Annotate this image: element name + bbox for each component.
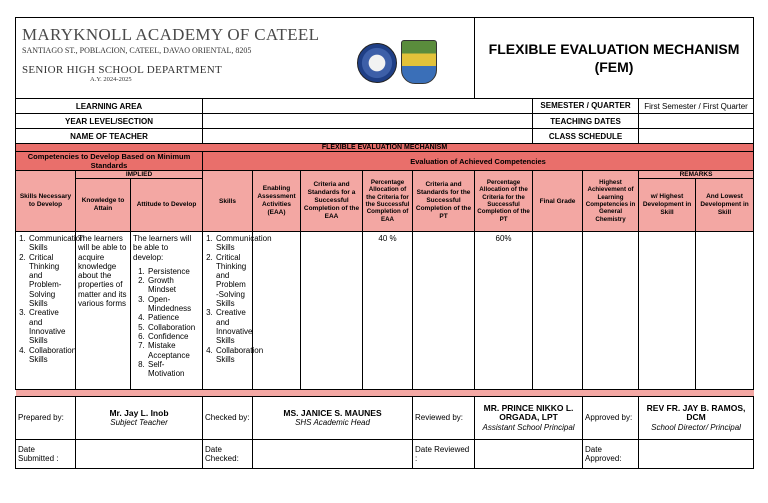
remarks-header: REMARKS	[639, 171, 754, 179]
list-item: 4. Patience	[147, 313, 200, 322]
list-item: 1. Persistence	[147, 267, 200, 276]
list-item: 2. Critical Thinking and Problem-Solving Skills	[28, 253, 73, 309]
final-grade-cell[interactable]	[533, 232, 583, 390]
col-criteria-pt: Criteria and Standards for the Successful Completion of the PT	[413, 171, 475, 232]
col-final-grade: Final Grade	[533, 171, 583, 232]
skills-necessary-cell	[16, 232, 85, 390]
reviewed-name: MR. PRINCE NIKKO L. ORGADA, LPT	[483, 402, 574, 423]
col-highest-dev: w/ Highest Development in Skill	[639, 179, 696, 232]
attitude-intro: The learners will be able to develop:	[133, 234, 192, 262]
list-item: 5. Collaboration	[147, 323, 200, 332]
criteria-pt-cell[interactable]	[413, 232, 475, 390]
prepared-title: Subject Teacher	[110, 418, 168, 427]
school-name: MARYKNOLL ACADEMY OF CATEEL	[22, 25, 320, 44]
col-skills: Skills	[203, 171, 253, 232]
col-skills-necessary: Skills Necessary to Develop	[16, 171, 76, 232]
col-lowest-dev: And Lowest Development in Skill	[696, 179, 754, 232]
academic-year: A.Y. 2024-2025	[90, 76, 132, 83]
highest-dev-cell[interactable]	[639, 232, 696, 390]
prepared-signature	[76, 397, 203, 440]
learning-area-label: LEARNING AREA	[16, 99, 203, 114]
list-item: 3. Creative and Innovative Skills	[215, 308, 250, 345]
date-submitted-field[interactable]	[76, 440, 203, 469]
list-item: 1. Communication Skills	[215, 234, 250, 253]
pct-eaa-value: 40 %	[363, 232, 413, 390]
knowledge-text: The learners will be able to acquire knowledge about the properties of matter and its various forms	[78, 234, 127, 309]
approved-name: REV FR. JAY B. RAMOS, DCM	[646, 402, 746, 423]
list-item: 4. Collaboration Skills	[28, 346, 73, 365]
col-criteria-eaa: Criteria and Standards for a Successful Completion of the EAA	[301, 171, 363, 232]
checked-title: SHS Academic Head	[295, 418, 370, 427]
prepared-label: Prepared by:	[16, 397, 76, 440]
col-pct-pt: Percentage Allocation of the Criteria for the Successful Completion of the PT	[475, 171, 533, 232]
approved-title: School Director/ Principal	[651, 422, 741, 432]
teaching-dates-field[interactable]	[639, 114, 754, 129]
date-checked-field[interactable]	[253, 440, 413, 469]
school-crest-icon	[401, 40, 437, 84]
teacher-label: NAME OF TEACHER	[16, 129, 203, 144]
fem-banner: FLEXIBLE EVALUATION MECHANISM	[16, 144, 754, 152]
checked-label: Checked by:	[203, 397, 253, 440]
competencies-header: Competencies to Develop Based on Minimum Standards	[16, 152, 203, 171]
learning-area-field[interactable]	[203, 99, 533, 114]
col-highest-achievement: Highest Achievement of Learning Competencies in General Chemistry	[583, 171, 639, 232]
list-item: 8. Self-Motivation	[147, 360, 200, 379]
list-item: 1. Communication Skills	[28, 234, 73, 253]
list-item: 2. Growth Mindset	[147, 276, 200, 295]
form-title: FLEXIBLE EVALUATION MECHANISM	[488, 41, 740, 57]
date-submitted-label: Date Submitted :	[16, 440, 76, 469]
semester-label: SEMESTER / QUARTER	[533, 99, 639, 114]
year-level-label: YEAR LEVEL/SECTION	[16, 114, 203, 129]
semester-value[interactable]: First Semester / First Quarter	[639, 99, 754, 114]
col-knowledge: Knowledge to Attain	[76, 179, 131, 232]
col-eaa: Enabling Assessment Activities (EAA)	[253, 171, 301, 232]
date-checked-label: Date Checked:	[203, 440, 253, 469]
date-approved-field[interactable]	[639, 440, 754, 469]
evaluation-header: Evaluation of Achieved Competencies	[203, 152, 754, 171]
highest-achievement-cell[interactable]	[583, 232, 639, 390]
list-item: 3. Creative and Innovative Skills	[28, 308, 73, 345]
list-item: 4. Collaboration Skills	[215, 346, 250, 365]
reviewed-title: Assistant School Principal	[482, 422, 575, 432]
list-item: 6. Confidence	[147, 332, 200, 341]
divider	[16, 390, 754, 397]
list-item: 2. Critical Thinking and Problem -Solving Skills	[215, 253, 250, 309]
fem-document	[15, 17, 753, 486]
school-seal-icon	[357, 43, 397, 83]
skills-cell	[203, 232, 272, 390]
class-schedule-label: CLASS SCHEDULE	[533, 129, 639, 144]
lowest-dev-cell[interactable]	[696, 232, 754, 390]
eaa-cell[interactable]	[253, 232, 301, 390]
list-item: 7. Mistake Acceptance	[147, 341, 200, 360]
col-attitude: Attitude to Develop	[131, 179, 203, 232]
reviewed-label: Reviewed by:	[413, 397, 475, 440]
teaching-dates-label: TEACHING DATES	[533, 114, 639, 129]
fem-table	[15, 17, 754, 469]
approved-label: Approved by:	[583, 397, 639, 440]
form-subtitle: (FEM)	[594, 59, 634, 75]
skills-list	[205, 234, 272, 364]
list-item: 3. Open-Mindedness	[147, 295, 200, 314]
school-address: SANTIAGO ST., POBLACION, CATEEL, DAVAO ORIENTAL, 8205	[22, 46, 252, 55]
department-name: SENIOR HIGH SCHOOL DEPARTMENT	[22, 64, 223, 76]
pct-pt-value: 60%	[475, 232, 533, 390]
teacher-field[interactable]	[203, 129, 533, 144]
prepared-name: Mr. Jay L. Inob	[109, 407, 169, 418]
form-title-cell	[475, 18, 754, 99]
attitude-list	[133, 267, 200, 379]
knowledge-cell	[76, 232, 131, 390]
class-schedule-field[interactable]	[639, 129, 754, 144]
attitude-cell	[131, 232, 203, 390]
date-reviewed-field[interactable]	[475, 440, 583, 469]
school-header	[16, 18, 475, 99]
date-approved-label: Date Approved:	[583, 440, 639, 469]
year-level-field[interactable]	[203, 114, 533, 129]
skills-necessary-list	[18, 234, 85, 364]
col-pct-eaa: Percentage Allocation of the Criteria for the Successful Completion of EAA	[363, 171, 413, 232]
reviewed-signature	[475, 397, 583, 440]
checked-name: MS. JANICE S. MAUNES	[283, 407, 382, 418]
approved-signature	[639, 397, 754, 440]
checked-signature	[253, 397, 413, 440]
date-reviewed-label: Date Reviewed :	[413, 440, 475, 469]
implied-header: IMPLIED	[76, 171, 203, 179]
criteria-eaa-cell[interactable]	[301, 232, 363, 390]
